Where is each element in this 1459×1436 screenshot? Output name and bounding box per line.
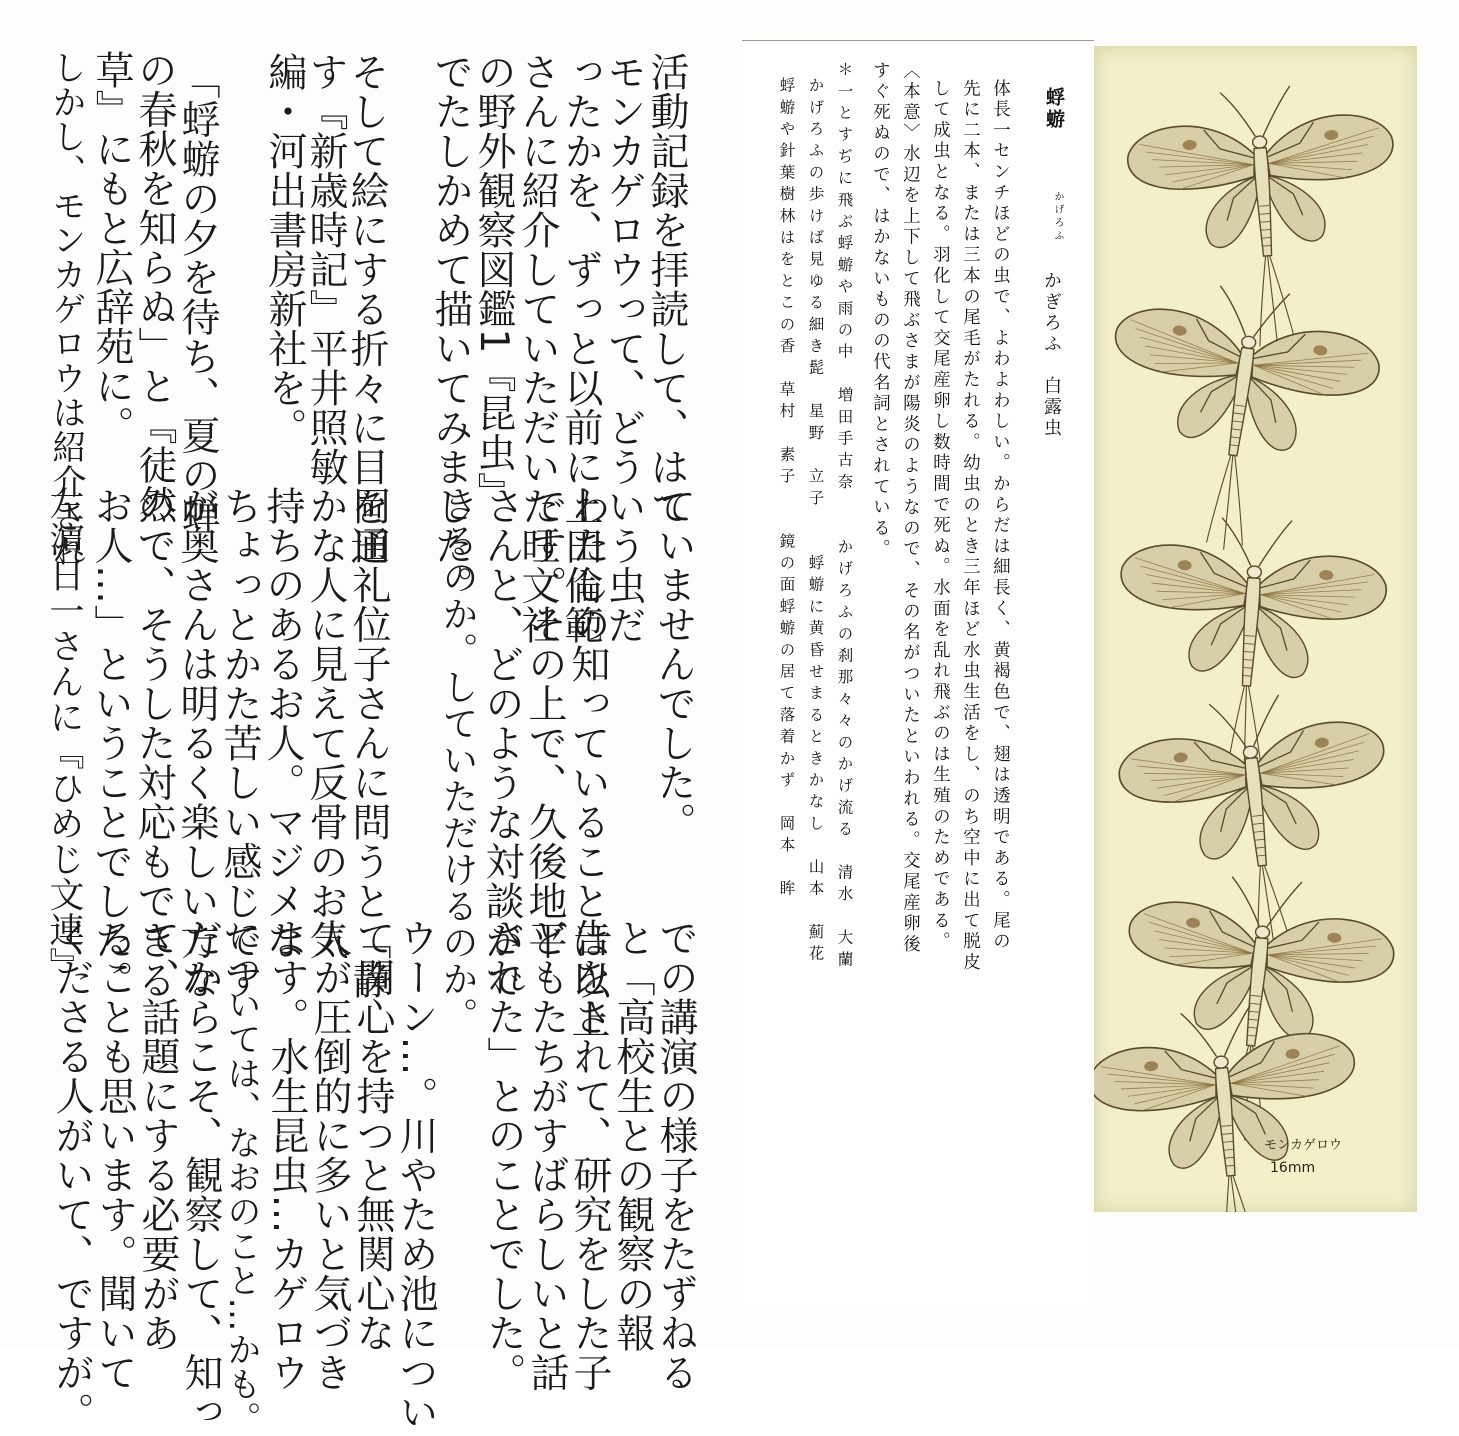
handwritten-column: 告をされて、研究をした子 [567,918,612,1392]
handwritten-column: ったかを、ずっと以前に上田倫範 [558,52,603,645]
entry-body-line: 体長一センチほどの虫で、よわよわしい。からだは細長く、黄褐色で、翅は透明である。尾の [989,79,1010,953]
handwritten-column: 持ちのあるお人。マジメな [260,486,305,960]
handwritten-column: での講演の様子をたずねる [653,918,698,1392]
handwritten-column: ることも思います。聞いて [92,918,137,1392]
illustration-caption-name: モンカゲロウ [1264,1138,1343,1153]
handwritten-column: ので、そうした対応もできる [131,486,176,1000]
handwritten-column: しかし、モンカゲロウは紹介され [46,50,86,568]
handwritten-column: て、話題にする必要があ [135,918,180,1353]
handwritten-column: 人が圧倒的に多いと気づき [307,918,352,1392]
mayfly-figure [1094,997,1372,1212]
mayfly-illustration [1094,46,1417,1212]
handwritten-column: の春秋を知らぬ」と『徒然 [132,50,177,524]
handwritten-column: については、なおのこと…かも。 [221,918,261,1436]
handwritten-column: 活動記録を拝読して、はて [644,52,689,526]
handwritten-column: わたしの知っていることは以上 [565,486,610,1039]
handwritten-column: さんに紹介していただいた旺文社 [515,52,560,645]
handwritten-column: かな人に見えて反骨のお気 [303,486,348,960]
handwritten-column: モンカゲロウって、どういう虫だ [601,52,646,645]
handwritten-column: て関心を持つと無関心な [350,918,395,1353]
mayfly-figure [1094,270,1388,567]
handwritten-column: どもたちがすばらしいと話 [524,918,569,1392]
entry-body-line: 先に二本、または三本の尾毛がたれる。幼虫のとき三年ほど水虫生活をし、のち空中に出て脱皮 [959,79,980,974]
handwritten-column: ちょっとかた苦しい感じです [217,486,262,1000]
handwritten-column: と「高校生との観察の報 [610,918,655,1353]
mayfly-drawing [1094,46,1417,1212]
entry-body-line: すぐ死ぬので、はかないものの代名詞とされている。 [869,61,890,561]
handwritten-column: きるのか。していただけるのか。 [437,486,478,1034]
handwritten-column: ウーン…。川やため池につい [393,918,438,1432]
handwritten-column: 「蜉蝣の夕を待ち、夏の蝉 [175,60,220,534]
entry-body-line: 〈本意〉水辺を上下して飛ぶさまが陽炎のようなので、その名がついたといわれる。交尾産卵後 [899,61,920,956]
handwritten-column: くださる人がいて、ですが。 [49,918,94,1432]
handwritten-column: す『新歳時記』平井照敏 [303,52,348,487]
illustration-caption-size: 16mm [1270,1160,1316,1176]
entry-body-line: して成虫となる。羽化して交尾産卵し数時間で死ぬ。水面を乱れ飛ぶのは生殖のためである。 [929,79,950,953]
handwritten-column: 岡田礼位子さんに問うと「静 [346,486,391,1000]
haiku-line: ＊一とすぢに飛ぶ蜉蝣や雨の中 増田手古奈 かげろふの刹那々々のかげ流る 清水 大蘭 [835,61,854,973]
handwritten-column: さんと、どのような対談がで [479,486,524,1000]
handwritten-column: 編・河出書房新社を。 [262,52,307,447]
handwritten-column: そして絵にする折々に目を通 [344,52,389,566]
handwritten-column: です。その上で、久後地平 [522,486,567,960]
entry-headword: 蜉蝣 [1043,87,1065,131]
handwritten-column: の野外観察図鑑1『昆虫』 [471,52,516,512]
handwritten-column: だからこそ、観察して、知っ [178,918,223,1432]
handwritten-column: 左濵日一さんに『ひめじ文連』 [44,486,84,983]
haiku-line: 蜉蝣や針葉樹林はをとこの香 草村 素子 鏡の面蜉蝣の居て落着かず 岡本 眸 [777,77,796,902]
handwritten-column: ます。水生昆虫…カゲロウ [264,918,309,1392]
handwritten-column: された」とのことでした。 [481,918,526,1392]
handwritten-column: 草』にもと広辞苑に。 [89,50,134,445]
handwritten-column: が奥さんは明るく楽しい方な [174,486,219,1000]
handwritten-column: お人…」ということでした。 [88,486,133,1000]
haiku-line: かげろふの歩けば見ゆる細き髭 星野 立子 蜉蝣に黄昏せまるときかなし 山本 薊花 [806,77,825,967]
handwritten-column: でたしかめて描いてみました。 [428,52,473,605]
entry-reading: かげろふ [1052,191,1063,243]
handwritten-column: ていませんでした。 [651,486,696,842]
saijiki-entry [742,40,1094,1311]
entry-alias: かぎろふ 白露虫 [1041,271,1062,439]
